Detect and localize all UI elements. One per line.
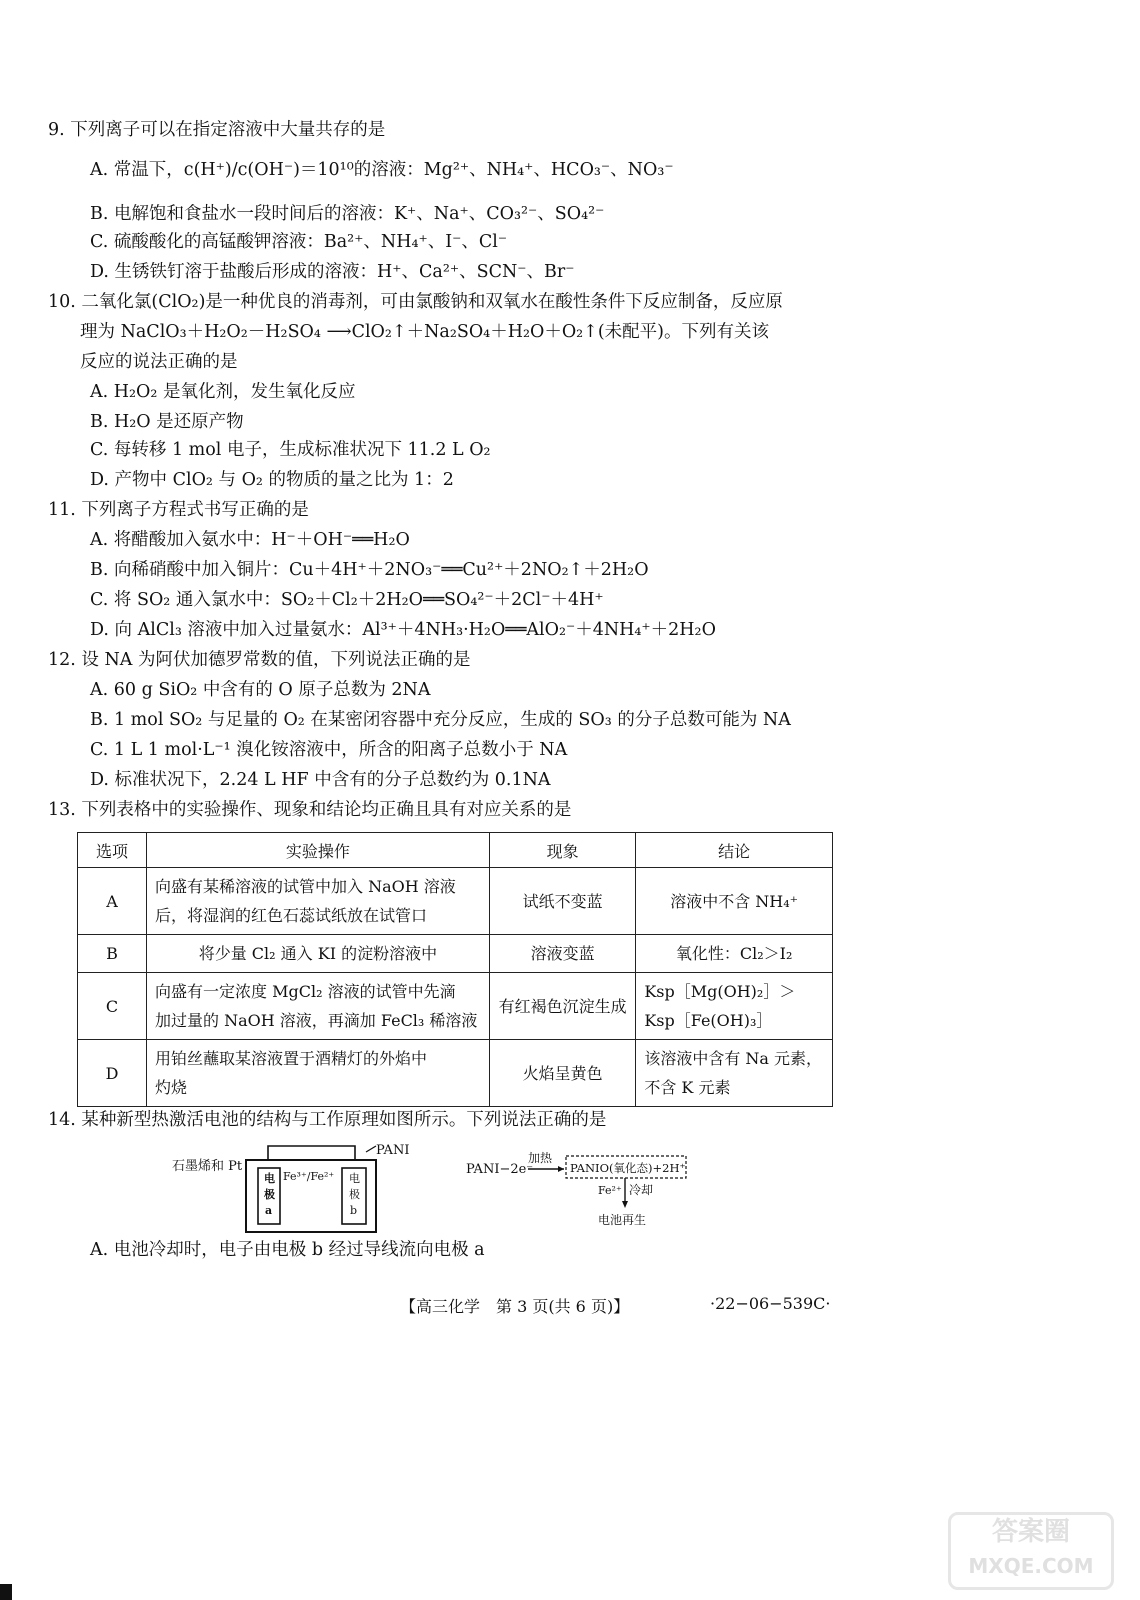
conclusion-line: 氧化性：Cl₂＞I₂ xyxy=(675,944,793,963)
experiment-table xyxy=(77,832,833,1107)
row-phenomenon: 有红褐色沉淀生成 xyxy=(489,973,635,1040)
q12-option-a: A. 60 g SiO₂ 中含有的 O 原子总数为 2NA xyxy=(90,680,431,700)
cool-arrow-head xyxy=(622,1201,628,1208)
electrode-b-char: 电 xyxy=(349,1172,360,1185)
operation-line: 向盛有一定浓度 MgCl₂ 溶液的试管中先滴 xyxy=(155,982,456,1001)
operation-line: 用铂丝蘸取某溶液置于酒精灯的外焰中 xyxy=(155,1049,428,1068)
row-key: B xyxy=(78,935,147,973)
fe-label: Fe²⁺ xyxy=(598,1184,622,1197)
battery-diagram xyxy=(170,1142,690,1242)
q14-option-a: A. 电池冷却时，电子由电极 b 经过导线流向电极 a xyxy=(90,1240,485,1260)
q12-option-c: C. 1 L 1 mol·L⁻¹ 溴化铵溶液中，所含的阳离子总数小于 NA xyxy=(90,740,568,760)
table-row xyxy=(78,935,833,973)
q13-stem: 13. 下列表格中的实验操作、现象和结论均正确且具有对应关系的是 xyxy=(48,800,572,820)
heat-label: 加热 xyxy=(528,1151,553,1165)
conclusion-line: 溶液中不含 NH₄⁺ xyxy=(670,891,799,911)
row-operation xyxy=(147,935,490,973)
row-phenomenon: 试纸不变蓝 xyxy=(489,868,635,935)
q12-option-b: B. 1 mol SO₂ 与足量的 O₂ 在某密闭容器中充分反应，生成的 SO₃ 的分子总数可能为 NA xyxy=(90,710,791,730)
operation-line: 将少量 Cl₂ 通入 KI 的淀粉溶液中 xyxy=(198,944,438,963)
operation-line: 加过量的 NaOH 溶液，再滴加 FeCl₃ 稀溶液 xyxy=(155,1011,478,1030)
q9-option-d: D. 生锈铁钉溶于盐酸后形成的溶液：H⁺、Ca²⁺、SCN⁻、Br⁻ xyxy=(90,262,575,282)
q10-option-d: D. 产物中 ClO₂ 与 O₂ 的物质的量之比为 1：2 xyxy=(90,470,454,490)
reaction-reactant: PANI−2e⁻ xyxy=(466,1162,534,1177)
row-key: C xyxy=(78,973,147,1040)
row-operation xyxy=(147,1040,490,1107)
conclusion-line: 该溶液中含有 Na 元素， xyxy=(644,1049,823,1068)
watermark-logo xyxy=(948,1512,1114,1590)
electrode-a-char: a xyxy=(265,1204,273,1217)
electrode-a-char: 电 xyxy=(264,1172,275,1185)
q9-option-c: C. 硫酸酸化的高锰酸钾溶液：Ba²⁺、NH₄⁺、I⁻、Cl⁻ xyxy=(90,232,508,252)
pani-label: PANI xyxy=(376,1143,410,1158)
operation-line: 后，将湿润的红色石蕊试纸放在试管口 xyxy=(155,906,428,925)
watermark-line: 答案圈 xyxy=(991,1517,1070,1547)
electrode-a-char: 极 xyxy=(264,1188,275,1201)
row-conclusion xyxy=(636,935,833,973)
row-key: A xyxy=(78,868,147,935)
table-row xyxy=(78,973,833,1040)
q11-stem: 11. 下列离子方程式书写正确的是 xyxy=(48,500,309,520)
cool-label: 冷却 xyxy=(629,1183,654,1197)
table-row xyxy=(78,868,833,935)
page-footer-code: ·22−06−539C· xyxy=(710,1294,831,1313)
row-operation xyxy=(147,973,490,1040)
q10-stem-1: 10. 二氧化氯(ClO₂)是一种优良的消毒剂，可由氯酸钠和双氧水在酸性条件下反应制备，反应原 xyxy=(48,292,783,312)
q10-option-c: C. 每转移 1 mol 电子，生成标准状况下 11.2 L O₂ xyxy=(90,440,491,460)
q10-option-a: A. H₂O₂ 是氧化剂，发生氧化反应 xyxy=(90,382,356,402)
table-row xyxy=(78,1040,833,1107)
q10-stem-3: 反应的说法正确的是 xyxy=(80,352,238,372)
q14-stem: 14. 某种新型热激活电池的结构与工作原理如图所示。下列说法正确的是 xyxy=(48,1110,607,1130)
row-operation xyxy=(147,868,490,935)
pani-pointer xyxy=(366,1146,376,1152)
wire xyxy=(268,1146,355,1160)
table-header-row xyxy=(78,833,833,868)
heat-arrow-head xyxy=(558,1166,564,1172)
q10-stem-2: 理为 NaClO₃＋H₂O₂－H₂SO₄ ⟶ClO₂↑＋Na₂SO₄＋H₂O＋O₂↑(未配平)。下列有关该 xyxy=(80,322,770,342)
electrolyte-label: Fe³⁺/Fe²⁺ xyxy=(283,1170,335,1183)
electrode-b-char: 极 xyxy=(349,1188,360,1201)
header-conclusion: 结论 xyxy=(636,833,833,868)
conclusion-line: 不含 K 元素 xyxy=(644,1078,731,1097)
row-conclusion xyxy=(636,1040,833,1107)
q12-stem: 12. 设 NA 为阿伏加德罗常数的值，下列说法正确的是 xyxy=(48,650,471,670)
diagram-left-label: 石墨烯和 Pt xyxy=(172,1159,243,1174)
operation-line: 灼烧 xyxy=(155,1078,188,1097)
q11-option-b: B. 向稀硝酸中加入铜片：Cu＋4H⁺＋2NO₃⁻══Cu²⁺＋2NO₂↑＋2H₂O xyxy=(90,560,649,580)
q9-stem: 9. 下列离子可以在指定溶液中大量共存的是 xyxy=(48,120,386,140)
q10-option-b: B. H₂O 是还原产物 xyxy=(90,412,244,432)
watermark-line: MXQE.COM xyxy=(968,1554,1094,1578)
row-phenomenon: 溶液变蓝 xyxy=(489,935,635,973)
q11-option-a: A. 将醋酸加入氨水中：H⁻＋OH⁻══H₂O xyxy=(90,530,410,550)
row-conclusion xyxy=(636,868,833,935)
q11-option-d: D. 向 AlCl₃ 溶液中加入过量氨水：Al³⁺＋4NH₃·H₂O══AlO₂⁻＋4NH₄⁺＋2H₂O xyxy=(90,620,716,640)
page-footer-title: 【高三化学 第 3 页(共 6 页)】 xyxy=(400,1297,630,1316)
row-key: D xyxy=(78,1040,147,1107)
operation-line: 向盛有某稀溶液的试管中加入 NaOH 溶液 xyxy=(155,877,456,896)
product-label: PANIO(氧化态)+2H⁺ xyxy=(570,1161,686,1175)
q11-option-c: C. 将 SO₂ 通入氯水中：SO₂＋Cl₂＋2H₂O══SO₄²⁻＋2Cl⁻＋4H⁺ xyxy=(90,590,604,610)
q9-option-b: B. 电解饱和食盐水一段时间后的溶液：K⁺、Na⁺、CO₃²⁻、SO₄²⁻ xyxy=(90,204,605,224)
header-phenomenon: 现象 xyxy=(489,833,635,868)
q12-option-d: D. 标准状况下，2.24 L HF 中含有的分子总数约为 0.1NA xyxy=(90,770,551,790)
header-operation: 实验操作 xyxy=(147,833,490,868)
header-option: 选项 xyxy=(78,833,147,868)
conclusion-line: Ksp［Mg(OH)₂］＞ xyxy=(644,982,796,1001)
regen-label: 电池再生 xyxy=(598,1213,647,1227)
corner-mark xyxy=(0,1584,12,1600)
conclusion-line: Ksp［Fe(OH)₃］ xyxy=(644,1011,773,1030)
row-conclusion xyxy=(636,973,833,1040)
electrode-b-char: b xyxy=(350,1204,358,1217)
q9-option-a: A. 常温下，c(H⁺)/c(OH⁻)＝10¹⁰的溶液：Mg²⁺、NH₄⁺、HCO₃⁻、NO₃⁻ xyxy=(90,160,674,180)
row-phenomenon: 火焰呈黄色 xyxy=(489,1040,635,1107)
